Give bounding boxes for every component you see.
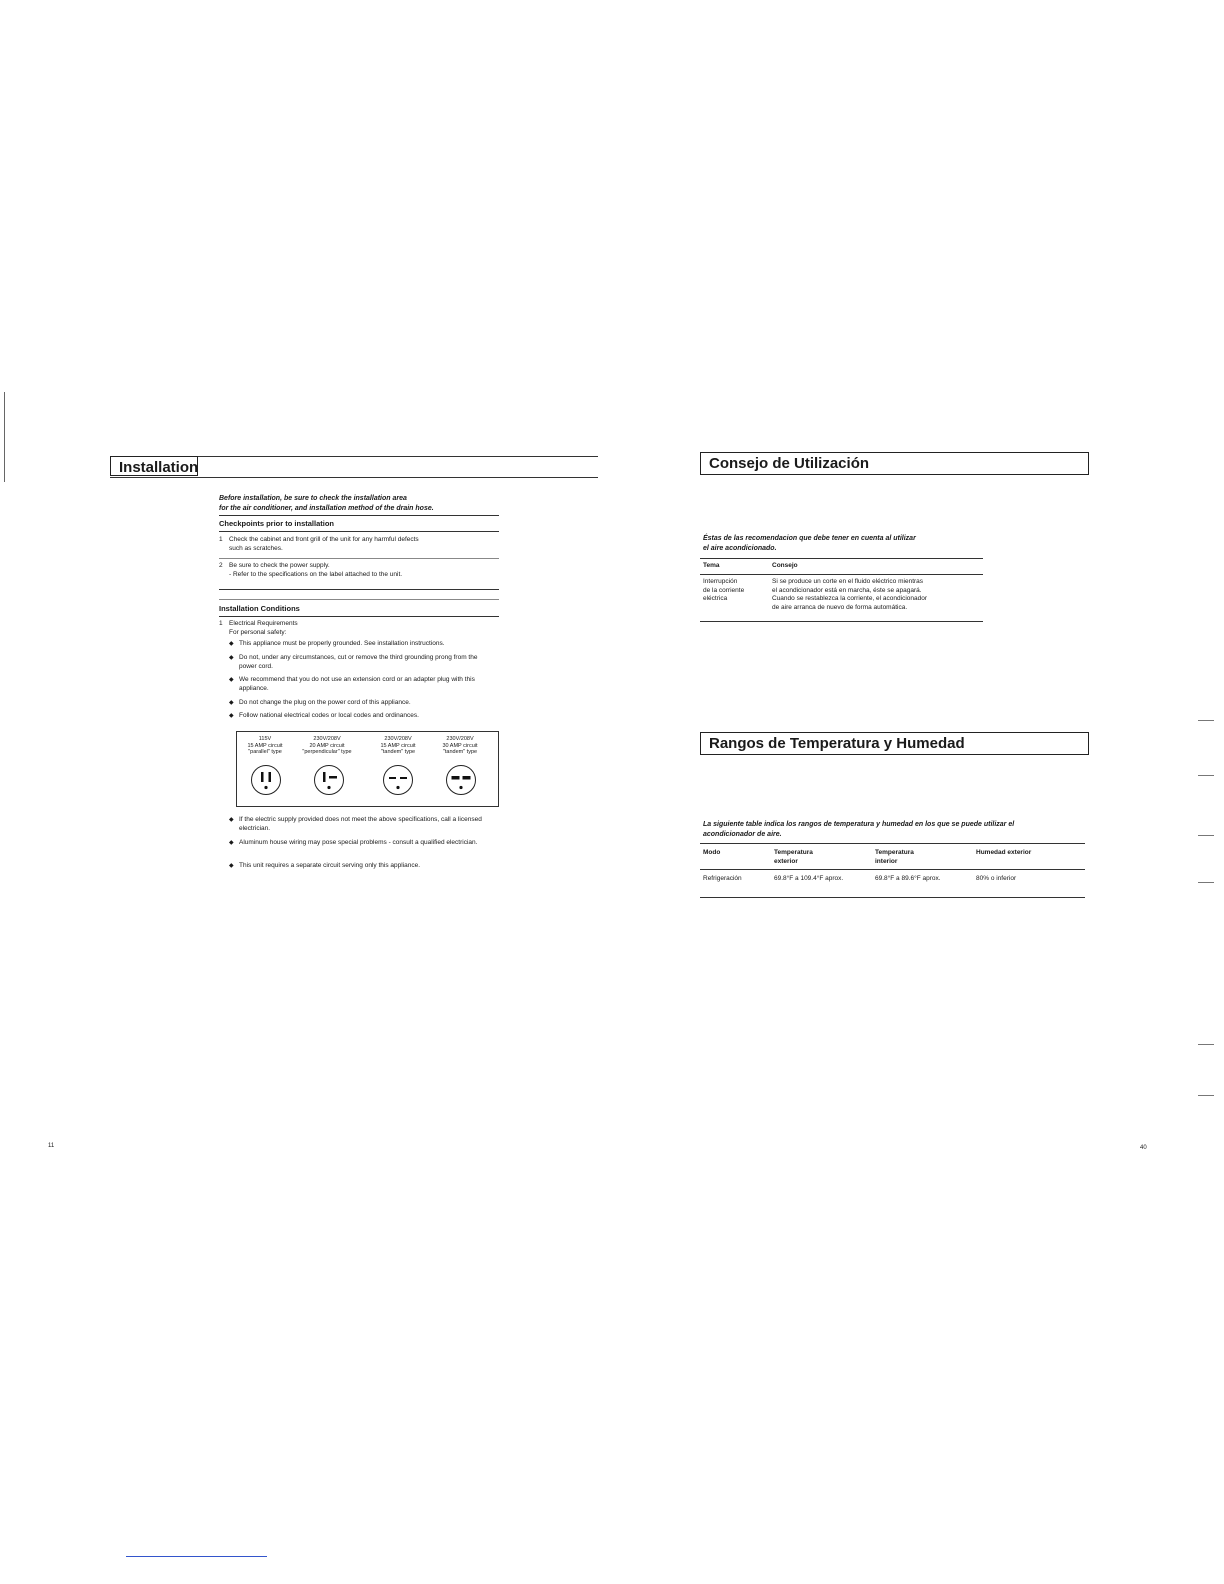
checkpoint-2-num: 2	[219, 562, 223, 569]
plug-1-circuit: 15 AMP circuit	[247, 742, 283, 749]
consejo-col-consejo: Consejo	[772, 562, 798, 569]
intro-line-2: for the air conditioner, and installation method of the drain hose.	[219, 505, 434, 512]
edge-mark-2	[1198, 775, 1214, 776]
tema-line-2: de la corriente	[703, 586, 745, 594]
consejo-line-1: Si se produce un corte en el fluido eléctrico mientras	[772, 578, 924, 585]
rangos-intro	[703, 820, 1083, 840]
consejo-row-tema	[703, 578, 768, 604]
rangos-row-ext: 69.8°F a 109.4°F aprox.	[774, 875, 844, 882]
checkpoints-rule	[219, 531, 499, 532]
checkpoint-1-text	[229, 536, 499, 553]
plug-4-label	[430, 736, 490, 756]
tandem-15a-plug-icon	[383, 765, 413, 795]
rangos-title: Rangos de Temperatura y Humedad	[700, 732, 1089, 755]
rangos-table-header-rule	[700, 869, 1085, 870]
intro-rule	[219, 515, 499, 516]
tandem-30a-plug-icon	[446, 765, 476, 795]
condition-1-num: 1	[219, 620, 223, 627]
condition-bullet-4: ◆ Do not change the plug on the power cord of this appliance.	[229, 699, 509, 708]
rangos-row-modo: Refrigeración	[703, 875, 742, 882]
plug-1-label	[235, 736, 295, 756]
rangos-col-ext	[774, 849, 813, 866]
rangos-row-hum: 80% o inferior	[976, 875, 1017, 882]
rangos-intro-line-1: La siguiente table indica los rangos de temperatura y humedad en los que se puede utilizar el	[703, 821, 1015, 828]
installation-intro	[219, 494, 509, 514]
after-bullet-1: ◆ If the electric supply provided does not meet the above specifications, call a licensed electrician.	[229, 816, 499, 833]
plug-1-voltage: 115V	[258, 736, 272, 742]
plug-4-type: "tandem" type	[442, 749, 478, 755]
checkpoint-2-line-1: Be sure to check the power supply.	[229, 562, 330, 569]
parallel-plug-icon	[251, 765, 281, 795]
plug-2-circuit: 20 AMP circuit	[309, 742, 345, 749]
rangos-col-hum: Humedad exterior	[976, 849, 1032, 856]
checkpoint-2-text	[229, 562, 499, 579]
conditions-rule	[219, 616, 499, 617]
plug-4-circuit: 30 AMP circuit	[442, 742, 478, 749]
consejo-table-bottom-rule	[700, 621, 983, 622]
left-page-number: 11	[48, 1143, 55, 1149]
consejo-intro	[703, 534, 993, 554]
condition-bullet-3: ◆ We recommend that you do not use an extension cord or an adapter plug with this appliance.	[229, 676, 489, 693]
rangos-table-top-rule	[700, 843, 1085, 844]
tema-line-1: Interrupción	[703, 578, 738, 585]
consejo-table-top-rule	[700, 558, 983, 559]
plug-types-box	[236, 731, 499, 807]
condition-bullet-2: ◆ Do not, under any circumstances, cut or remove the third grounding prong from the power cord.	[229, 654, 489, 671]
plug-3-voltage: 230V/208V	[384, 736, 412, 742]
after-bullet-2: ◆ Aluminum house wiring may pose special problems - consult a qualified electrician.	[229, 839, 504, 848]
checkpoint-1-line-2: such as scratches.	[229, 544, 283, 552]
perpendicular-plug-icon	[314, 765, 344, 795]
condition-1-title: Electrical Requirements	[229, 620, 298, 627]
checkpoints-end-rule	[219, 599, 499, 600]
installation-title: Installation	[110, 456, 198, 476]
after-bullet-3: ◆ This unit requires a separate circuit serving only this appliance.	[229, 862, 509, 871]
bottom-blue-line	[126, 1556, 267, 1557]
plug-2-voltage: 230V/208V	[313, 736, 341, 742]
consejo-line-2: el acondicionador está en marcha, éste se apagará.	[772, 586, 922, 594]
condition-bullet-1: ◆ This appliance must be properly grounded. See installation instructions.	[229, 640, 509, 649]
col-ext-line-2: exterior	[774, 857, 798, 865]
intro-line-1: Before installation, be sure to check the installation area	[219, 495, 407, 502]
conditions-header: Installation Conditions	[219, 604, 300, 613]
plug-1-type: "parallel" type	[248, 749, 282, 755]
checkpoints-header: Checkpoints prior to installation	[219, 519, 335, 528]
consejo-line-3: Cuando se restablezca la corriente, el acondicionador	[772, 595, 928, 602]
plug-3-type: "tandem" type	[380, 749, 416, 755]
plug-3-circuit: 15 AMP circuit	[380, 742, 416, 749]
checkpoint-2-rule	[219, 589, 499, 590]
title-rule-top	[198, 456, 598, 457]
consejo-row-consejo	[772, 578, 982, 612]
right-page-number: 40	[1140, 1145, 1147, 1151]
rangos-table-bottom-rule	[700, 897, 1085, 898]
plug-3-label	[368, 736, 428, 756]
consejo-intro-line-2: el aire acondicionado.	[703, 545, 777, 552]
rangos-col-modo: Modo	[703, 849, 721, 856]
checkpoint-2-line-2: - Refer to the specifications on the label attached to the unit.	[229, 570, 403, 578]
checkpoint-1-rule	[219, 558, 499, 559]
consejo-intro-line-1: Éstas de las recomendacion que debe tener en cuenta al utilizar	[703, 535, 916, 542]
rangos-intro-line-2: acondicionador de aire.	[703, 831, 782, 838]
edge-mark-3	[1198, 835, 1214, 836]
tema-line-3: eléctrica	[703, 595, 728, 602]
rangos-col-int	[875, 849, 914, 866]
plug-4-voltage: 230V/208V	[446, 736, 474, 742]
consejo-col-tema: Tema	[703, 562, 720, 569]
col-int-line-1: Temperatura	[875, 849, 914, 856]
left-edge-line	[4, 392, 5, 482]
consejo-title: Consejo de Utilización	[700, 452, 1089, 475]
title-rule-bottom	[110, 477, 598, 478]
rangos-row-int: 69.8°F a 89.6°F aprox.	[875, 875, 941, 882]
checkpoint-1-line-1: Check the cabinet and front grill of the unit for any harmful defects	[229, 536, 419, 543]
condition-bullet-5: ◆ Follow national electrical codes or local codes and ordinances.	[229, 712, 509, 721]
consejo-line-4: de aire arranca de nuevo de forma automática.	[772, 603, 908, 611]
edge-mark-5	[1198, 1044, 1214, 1045]
edge-mark-4	[1198, 882, 1214, 883]
checkpoint-1-num: 1	[219, 536, 223, 543]
consejo-table-header-rule	[700, 574, 983, 575]
col-int-line-2: interior	[875, 857, 898, 865]
edge-mark-6	[1198, 1095, 1214, 1096]
plug-2-type: "perpendicular" type	[302, 749, 352, 755]
edge-mark-1	[1198, 720, 1214, 721]
col-ext-line-1: Temperatura	[774, 849, 813, 856]
plug-2-label	[297, 736, 357, 756]
condition-1-sub: For personal safety:	[229, 629, 287, 636]
